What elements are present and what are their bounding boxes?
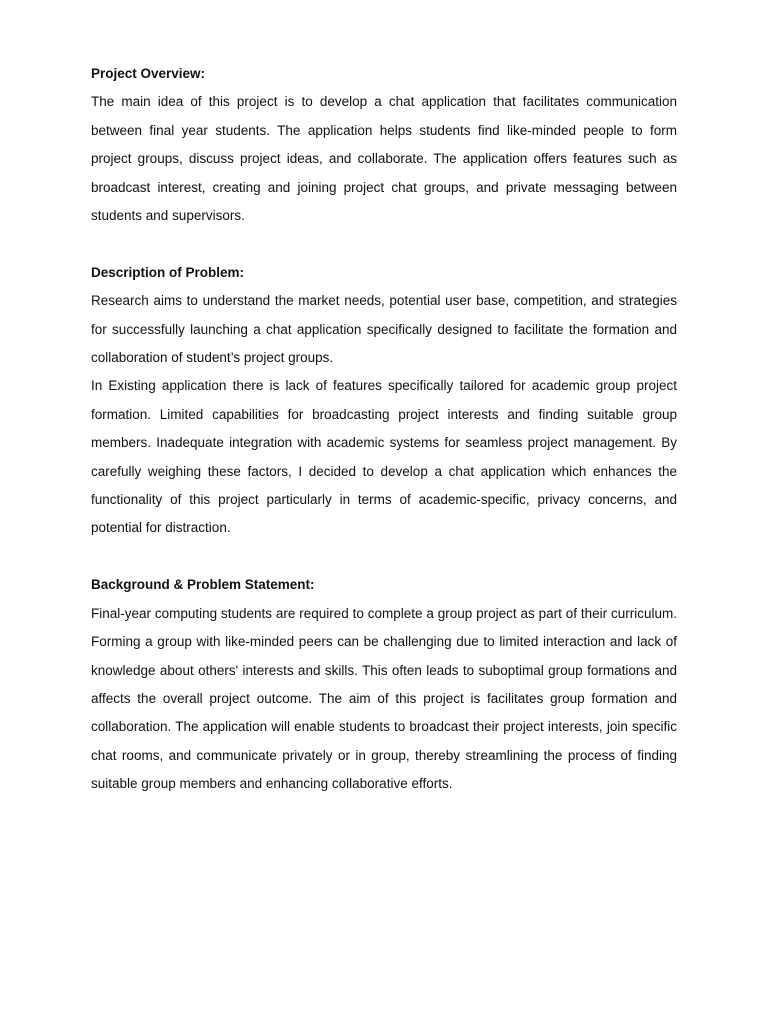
paragraph: In Existing application there is lack of features specifically tailored for academic group project formation. Limited capabilities for broadcasting project interests and finding suitable group members. Inadequate integration with academic systems for seamless project management. By carefully weighing these factors, I decided to develop a chat application which enhances the functionality of this project particularly in terms of academic-specific, privacy concerns, and potential for distraction. xyxy=(91,378,677,536)
section-heading: Project Overview: xyxy=(91,66,206,81)
paragraph: Final-year computing students are required to complete a group project as part of their curriculum. Forming a group with like-minded peers can be challenging due to limited interaction and lack of knowledge about others' interests and skills. This often leads to suboptimal group formations and affects the overall project outcome. The aim of this project is facilitates group formation and collaboration. The application will enable students to broadcast their project interests, join specific chat rooms, and communicate privately or in group, thereby streamlining the process of finding suitable group members and enhancing collaborative efforts. xyxy=(91,605,677,792)
section-spacer xyxy=(91,543,677,571)
section-background-problem-statement xyxy=(91,571,677,798)
section-project-overview xyxy=(91,60,677,230)
paragraph: The main idea of this project is to develop a chat application that facilitates communication between final year students. The application helps students find like-minded people to form project groups, discuss project ideas, and collaborate. The application offers features such as broadcast interest, creating and joining project chat groups, and private messaging between students and supervisors. xyxy=(91,94,677,224)
section-description-of-problem xyxy=(91,259,677,543)
paragraph: Research aims to understand the market needs, potential user base, competition, and strategies for successfully launching a chat application specifically designed to facilitate the formation and collaboration of student’s project groups. xyxy=(91,293,677,366)
section-spacer xyxy=(91,230,677,258)
section-heading: Background & Problem Statement: xyxy=(91,577,315,593)
document-page xyxy=(91,60,677,799)
section-heading: Description of Problem: xyxy=(91,264,245,280)
